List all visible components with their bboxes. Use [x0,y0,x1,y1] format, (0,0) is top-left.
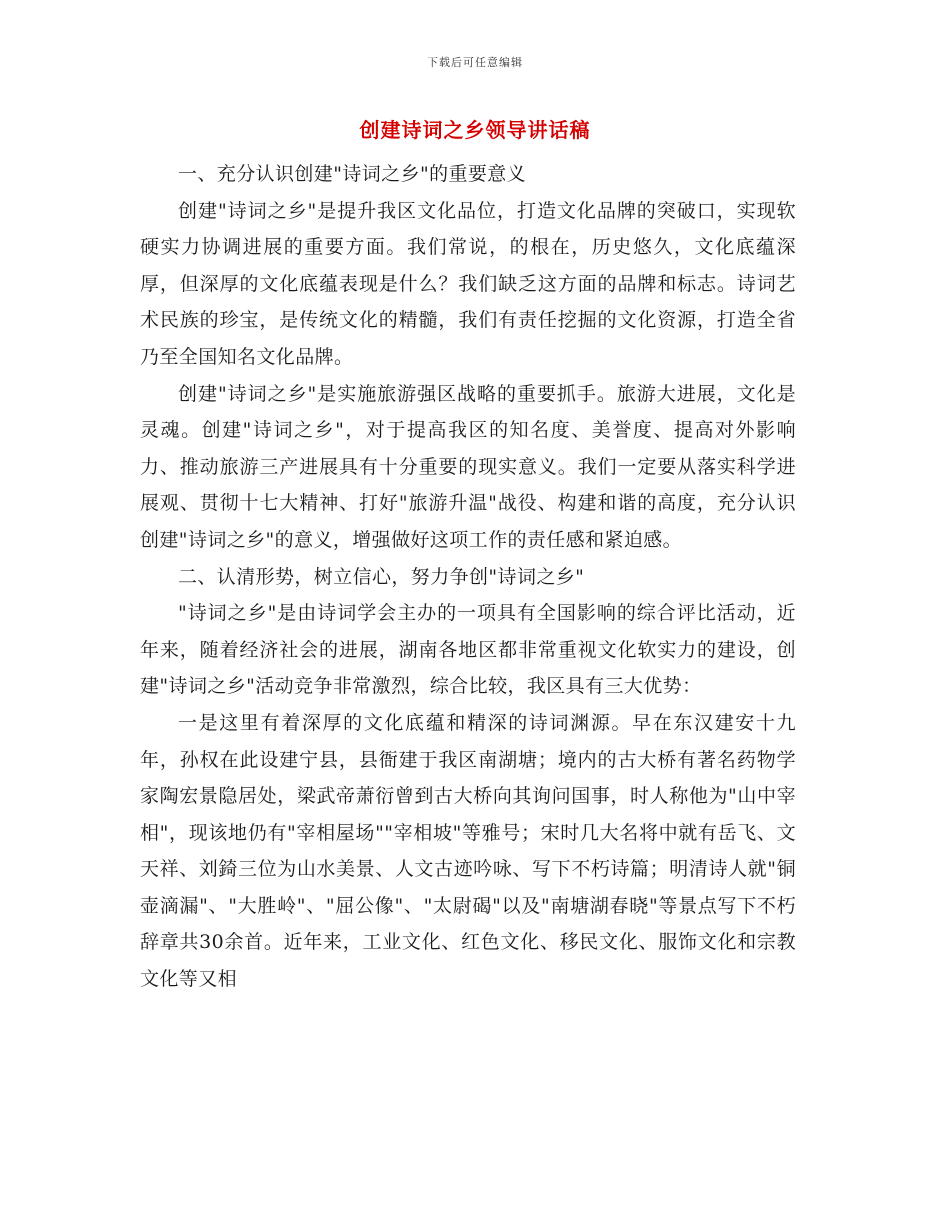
paragraph-3: "诗词之乡"是由诗词学会主办的一项具有全国影响的综合评比活动，近年来，随着经济社会的进展，湖南各地区都非常重视文化软实力的建设，创建"诗词之乡"活动竞争非常激烈，综合比较，我区具有三大优势： [140,602,796,698]
paragraph-4: 一是这里有着深厚的文化底蕴和精深的诗词渊源。早在东汉建安十九年，孙权在此设建宁县，县衙建于我区南湖塘；境内的古大桥有著名药物学家陶宏景隐居处，梁武帝萧衍曾到古大桥向其询问国事，时人称他为"山中宰相"，现该地仍有"宰相屋场""宰相坡"等雅号；宋时几大名将中就有岳飞、文天祥、刘錡三位为山水美景、人文古迹吟咏、写下不朽诗篇；明清诗人就"铜壶滴漏"、"大胜岭"、"屈公像"、"太尉碣"以及"南塘湖春晓"等景点写下不朽辞章共30余首。近年来，工业文化、红色文化、移民文化、服饰文化和宗教文化等又相 [140,711,796,991]
section-heading-1: 一、充分认识创建"诗词之乡"的重要意义 [178,163,527,185]
paragraph-1: 创建"诗词之乡"是提升我区文化品位，打造文化品牌的突破口，实现软硬实力协调进展的重要方面。我们常说，的根在，历史悠久，文化底蕴深厚，但深厚的文化底蕴表现是什么？我们缺乏这方面的品牌和标志。诗词艺术民族的珍宝，是传统文化的精髓，我们有责任挖掘的文化资源，打造全省乃至全国知名文化品牌。 [140,199,796,368]
header-note: 下载后可任意编辑 [427,56,523,69]
document-title: 创建诗词之乡领导讲话稿 [359,118,591,142]
paragraph-2: 创建"诗词之乡"是实施旅游强区战略的重要抓手。旅游大进展，文化是灵魂。创建"诗词之乡"，对于提高我区的知名度、美誉度、提高对外影响力、推动旅游三产进展具有十分重要的现实意义。我们一定要从落实科学进展观、贯彻十七大精神、打好"旅游升温"战役、构建和谐的高度，充分认识创建"诗词之乡"的意义，增强做好这项工作的责任感和紧迫感。 [140,382,796,551]
section-heading-2: 二、认清形势，树立信心，努力争创"诗词之乡" [178,565,585,588]
document-body [140,156,796,998]
